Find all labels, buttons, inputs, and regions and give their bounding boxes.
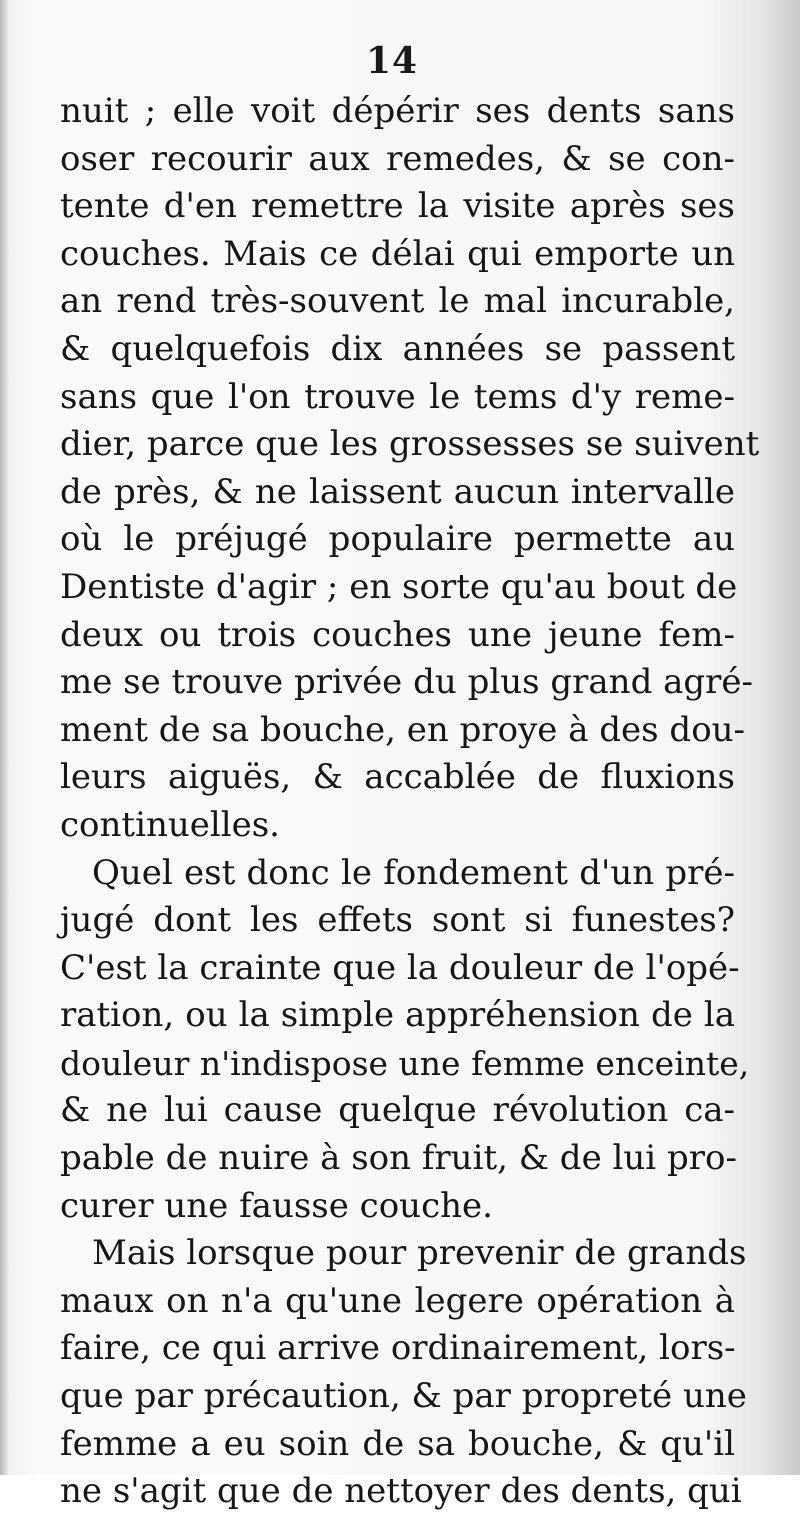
- text-line: de près, & ne laissent aucun intervalle: [60, 471, 735, 512]
- text-line: continuelles.: [60, 804, 280, 845]
- page-gutter-shadow: [0, 0, 8, 1475]
- text-line: où le préjugé populaire permette au: [60, 519, 735, 560]
- text-line: maux on n'a qu'une legere opération à: [60, 1280, 735, 1321]
- text-line: & ne lui cause quelque révolution ca-: [60, 1090, 735, 1131]
- text-line: nuit ; elle voit dépérir ses dents sans: [60, 91, 735, 131]
- text-line: ration, ou la simple appréhension de la: [60, 995, 735, 1036]
- text-line: dier, parce que les grossesses se suivent: [60, 424, 760, 465]
- text-line: deux ou trois couches une jeune fem-: [60, 614, 735, 655]
- text-line: douleur n'indispose une femme enceinte,: [60, 1043, 750, 1083]
- text-line: ment de sa bouche, en proye à des dou-: [60, 709, 746, 750]
- text-line: sans que l'on trouve le tems d'y reme-: [60, 376, 735, 417]
- text-line: oser recourir aux remedes, & se con-: [60, 138, 735, 179]
- text-line: & quelquefois dix années se passent: [60, 328, 735, 369]
- text-line: faire, ce qui arrive ordinairement, lors-: [60, 1328, 736, 1369]
- text-line: ne s'agit que de nettoyer des dents, qui: [60, 1471, 742, 1512]
- text-line: que par précaution, & par propreté une: [60, 1376, 747, 1417]
- text-line: Mais lorsque pour prevenir de grands: [92, 1233, 747, 1274]
- text-line: Dentiste d'agir ; en sorte qu'au bout de: [60, 566, 738, 607]
- text-line: femme a eu soin de sa bouche, & qu'il: [60, 1423, 735, 1464]
- text-line: couches. Mais ce délai qui emporte un: [60, 233, 735, 274]
- page-number: 14: [365, 40, 419, 82]
- text-line: me se trouve privée du plus grand agré-: [60, 662, 754, 703]
- text-line: tente d'en remettre la visite après ses: [60, 186, 735, 227]
- text-line: pable de nuire à son fruit, & de lui pro-: [60, 1138, 737, 1179]
- text-line: Quel est donc le fondement d'un pré-: [92, 852, 735, 893]
- body-text: [60, 88, 760, 1516]
- text-line: an rend très-souvent le mal incurable,: [60, 281, 735, 322]
- text-line: leurs aiguës, & accablée de fluxions: [60, 757, 735, 798]
- text-line: curer une fausse couche.: [60, 1185, 493, 1226]
- text-line: jugé dont les effets sont si funestes?: [60, 900, 735, 941]
- text-line: C'est la crainte que la douleur de l'opé-: [60, 947, 740, 988]
